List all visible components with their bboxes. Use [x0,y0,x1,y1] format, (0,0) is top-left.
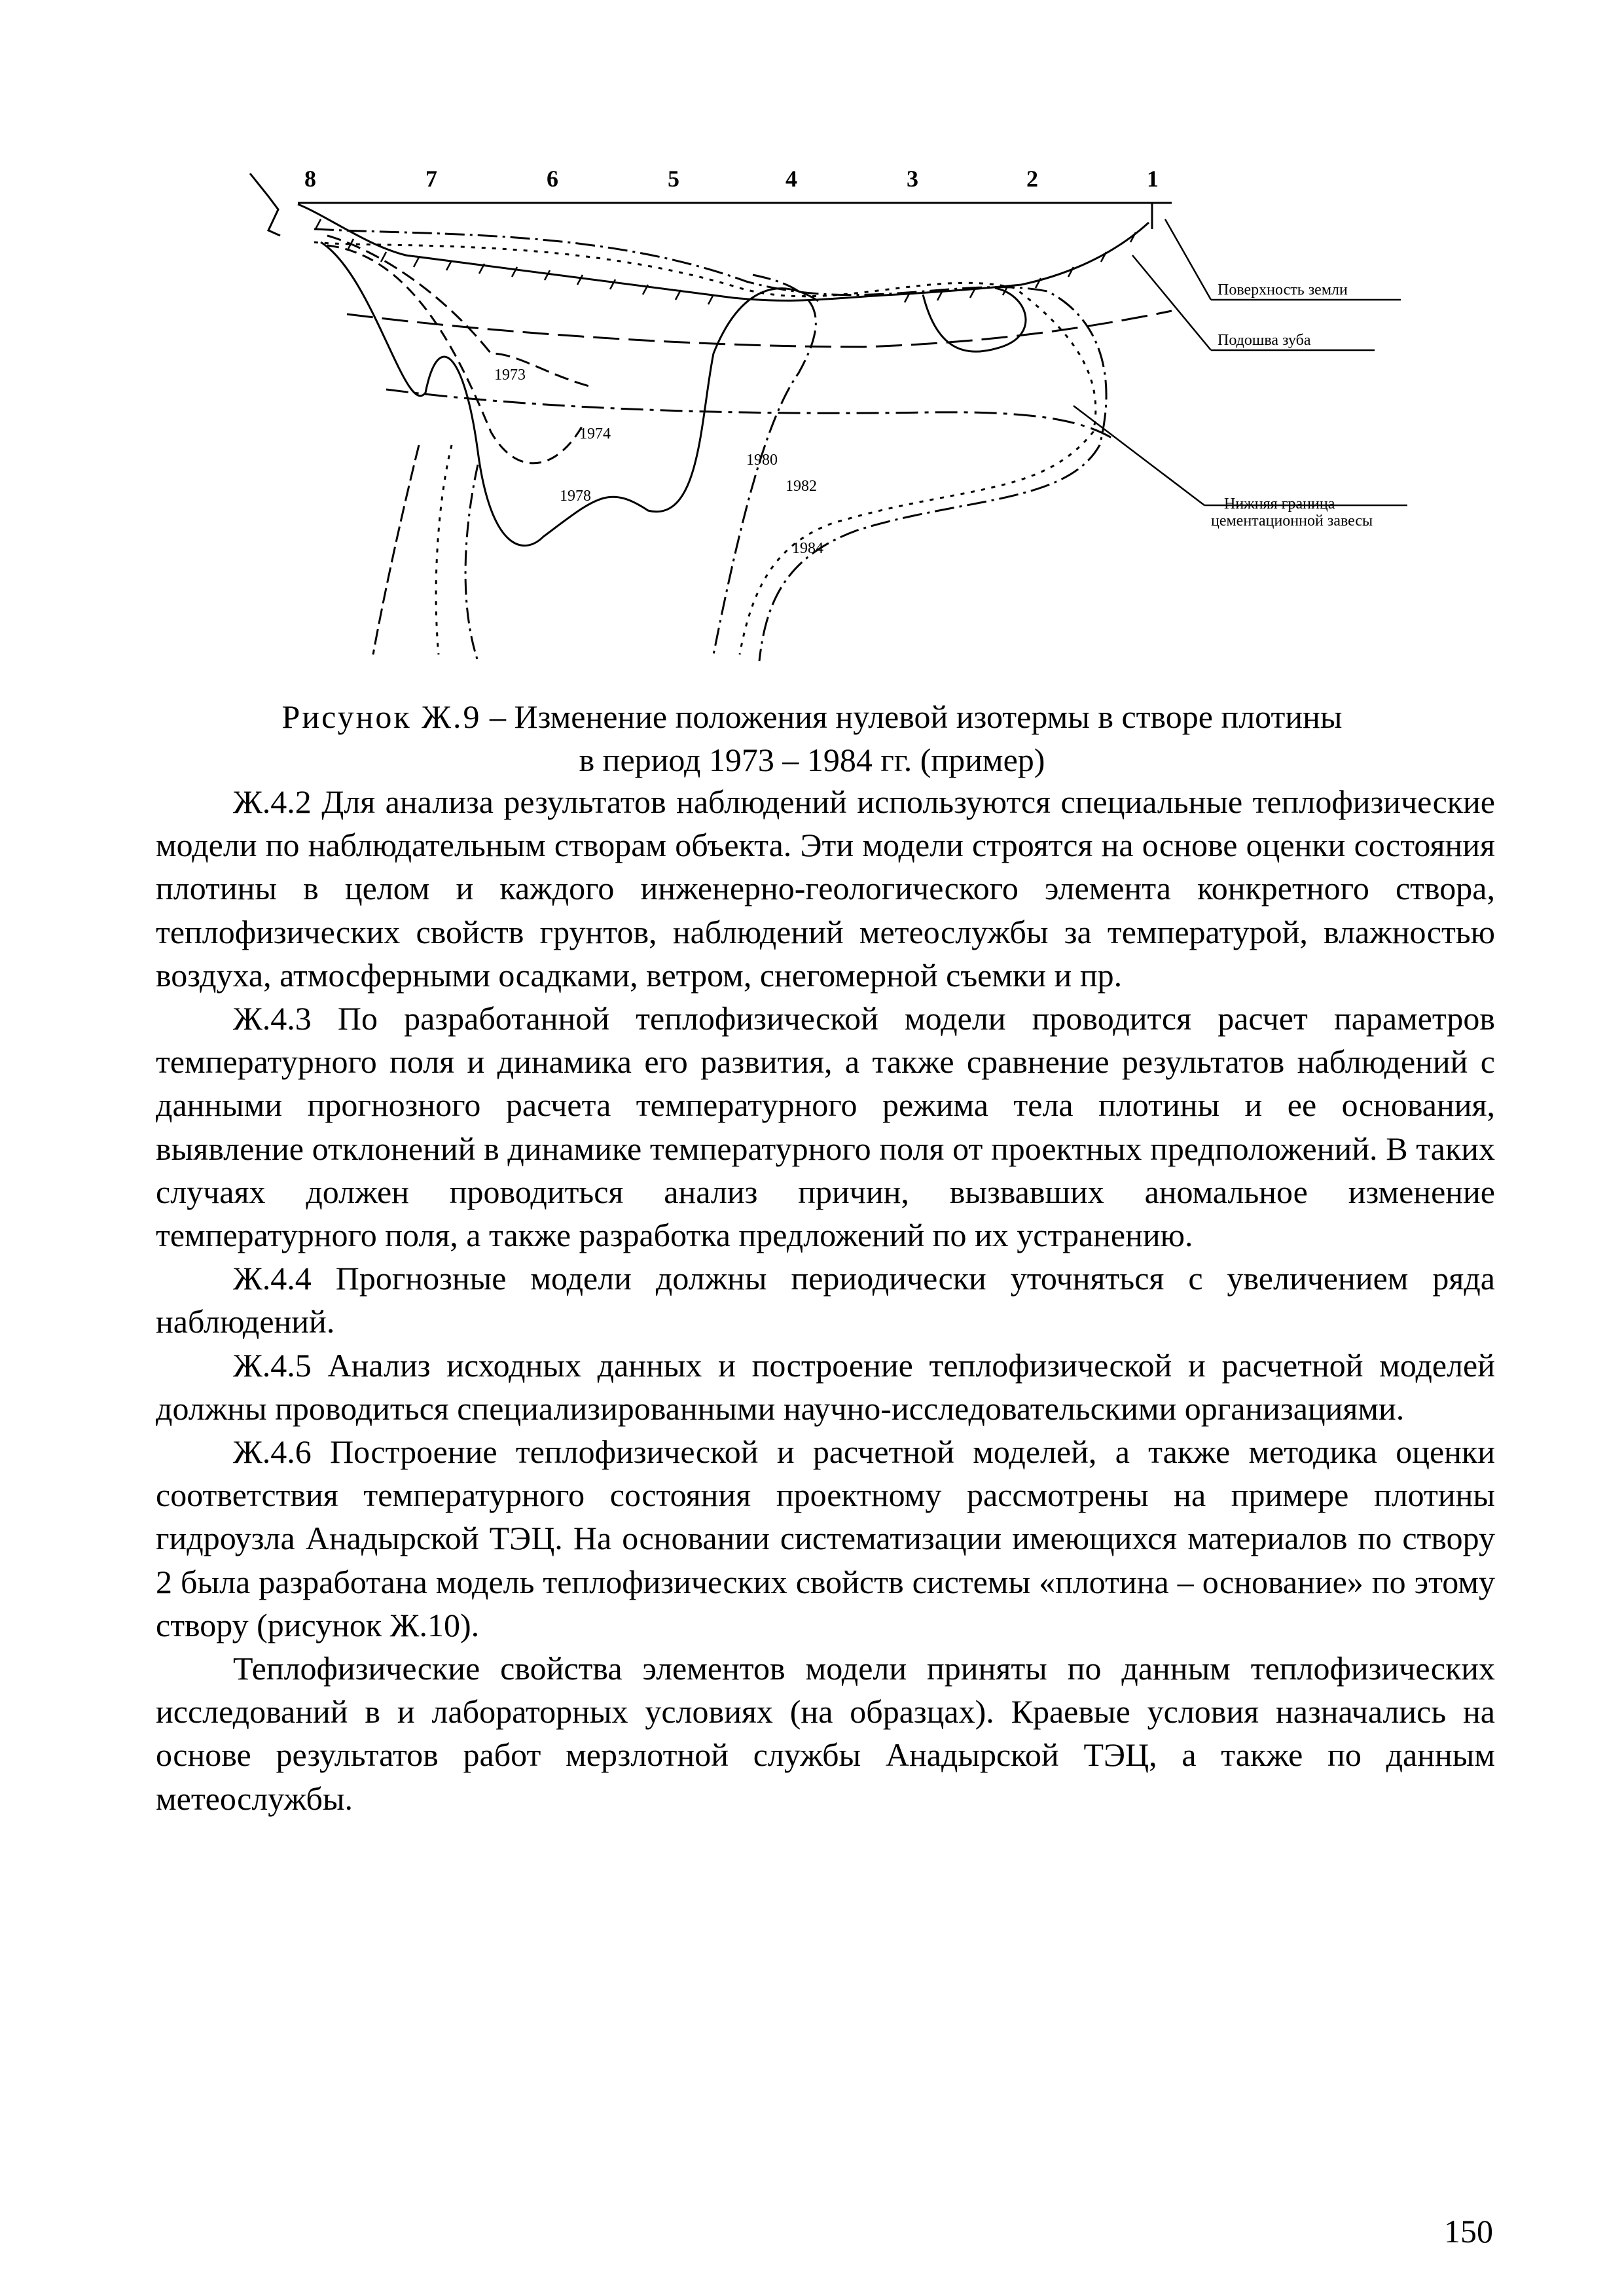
curtain-boundary-line [386,389,1113,439]
body-text [156,780,1495,1820]
ground-surface-line [298,204,1149,300]
section-number: 6 [547,166,558,192]
paragraph-zh-4-3: Ж.4.3 По разработанной теплофизической модели проводится расчет параметров температурного поля и динамика его развития, а также сравнение результатов наблюдений с данными прогнозного расчета температурного режима тела плотины и ее основания, выявление отклонений в динамике температурного поля от проектных предположений. В таких случаях должен проводиться анализ причин, вызвавших аномальное изменение температурного поля, а также разработка предложений по их устранению. [156,1000,1495,1254]
ground-hatching [316,219,1136,304]
year-label: 1974 [579,425,611,442]
isotherm-left-c [465,465,478,661]
leader-tooth [1132,255,1211,350]
year-labels [494,367,823,557]
caption-label: Рисунок Ж.9 [281,698,482,735]
legend-curtain-bottom-2: цементационной завесы [1211,512,1373,529]
paragraph-zh-4-6: Ж.4.6 Построение теплофизической и расчетной моделей, а также методика оценки соответствия температурного состояния проектному рассмотрены на примере плотины гидроузла Анадырской ТЭЦ. На основании систематизации имеющихся материалов по створу 2 была разработана модель теплофизических свойств системы «плотина – основание» по этому створу (рисунок Ж.10). [156,1433,1495,1643]
section-numbers [304,166,1159,192]
year-label: 1980 [746,452,778,469]
figure-caption-line-1 [0,695,1624,738]
year-label: 1978 [560,488,591,505]
section-number: 2 [1026,166,1038,192]
paragraph-thermal-properties: Теплофизические свойства элементов модели приняты по данным теплофизических исследований в и лабораторных условиях (на образцах). Краевые условия назначались на основе результатов работ мерзлотной службы Анадырской ТЭЦ, а также по данным метеослужбы. [156,1650,1495,1817]
isotherm-diagram [242,157,1407,681]
section-number: 7 [425,166,437,192]
paragraph-zh-4-5: Ж.4.5 Анализ исходных данных и построение теплофизической и расчетной моделей должны проводиться специализированными научно-исследовательскими организациями. [156,1346,1495,1427]
isotherm-1982 [314,242,1096,655]
isotherm-1974 [327,245,583,463]
section-number: 1 [1147,166,1159,192]
isotherm-left-a [373,445,419,655]
leader-ground [1165,219,1211,300]
section-number: 8 [304,166,316,192]
page-number: 150 [1444,2213,1493,2250]
section-number: 4 [785,166,797,192]
paragraph-zh-4-2: Ж.4.2 Для анализа результатов наблюдений используются специальные теплофизические модели по наблюдательным створам объекта. Эти модели строятся на основе оценки состояния плотины в целом и каждого инженерно-геологического элемента конкретного створа, теплофизических свойств грунтов, наблюдений метеослужбы за температурой, влажностью воздуха, атмосферными осадками, ветром, снегомерной съемки и пр. [156,783,1495,994]
section-number: 5 [668,166,679,192]
figure-caption-line-2: в период 1973 – 1984 гг. (пример) [579,742,1045,778]
legend-ground-surface: Поверхность земли [1218,281,1348,298]
isotherm-left-b [436,445,452,655]
left-bank [250,173,280,236]
paragraph-zh-4-4: Ж.4.4 Прогнозные модели должны периодически уточняться с увеличением ряда наблюдений. [156,1260,1495,1340]
year-label: 1982 [785,478,817,495]
caption-title: – Изменение положения нулевой изотермы в створе плотины [481,698,1343,735]
legend [1211,281,1373,529]
legend-curtain-bottom-1: Нижняя граница [1224,495,1335,512]
year-label: 1973 [494,367,526,384]
legend-tooth-base: Подошва зуба [1218,332,1311,349]
section-number: 3 [907,166,918,192]
isotherm-figure [242,157,1407,681]
year-label: 1984 [792,540,823,557]
